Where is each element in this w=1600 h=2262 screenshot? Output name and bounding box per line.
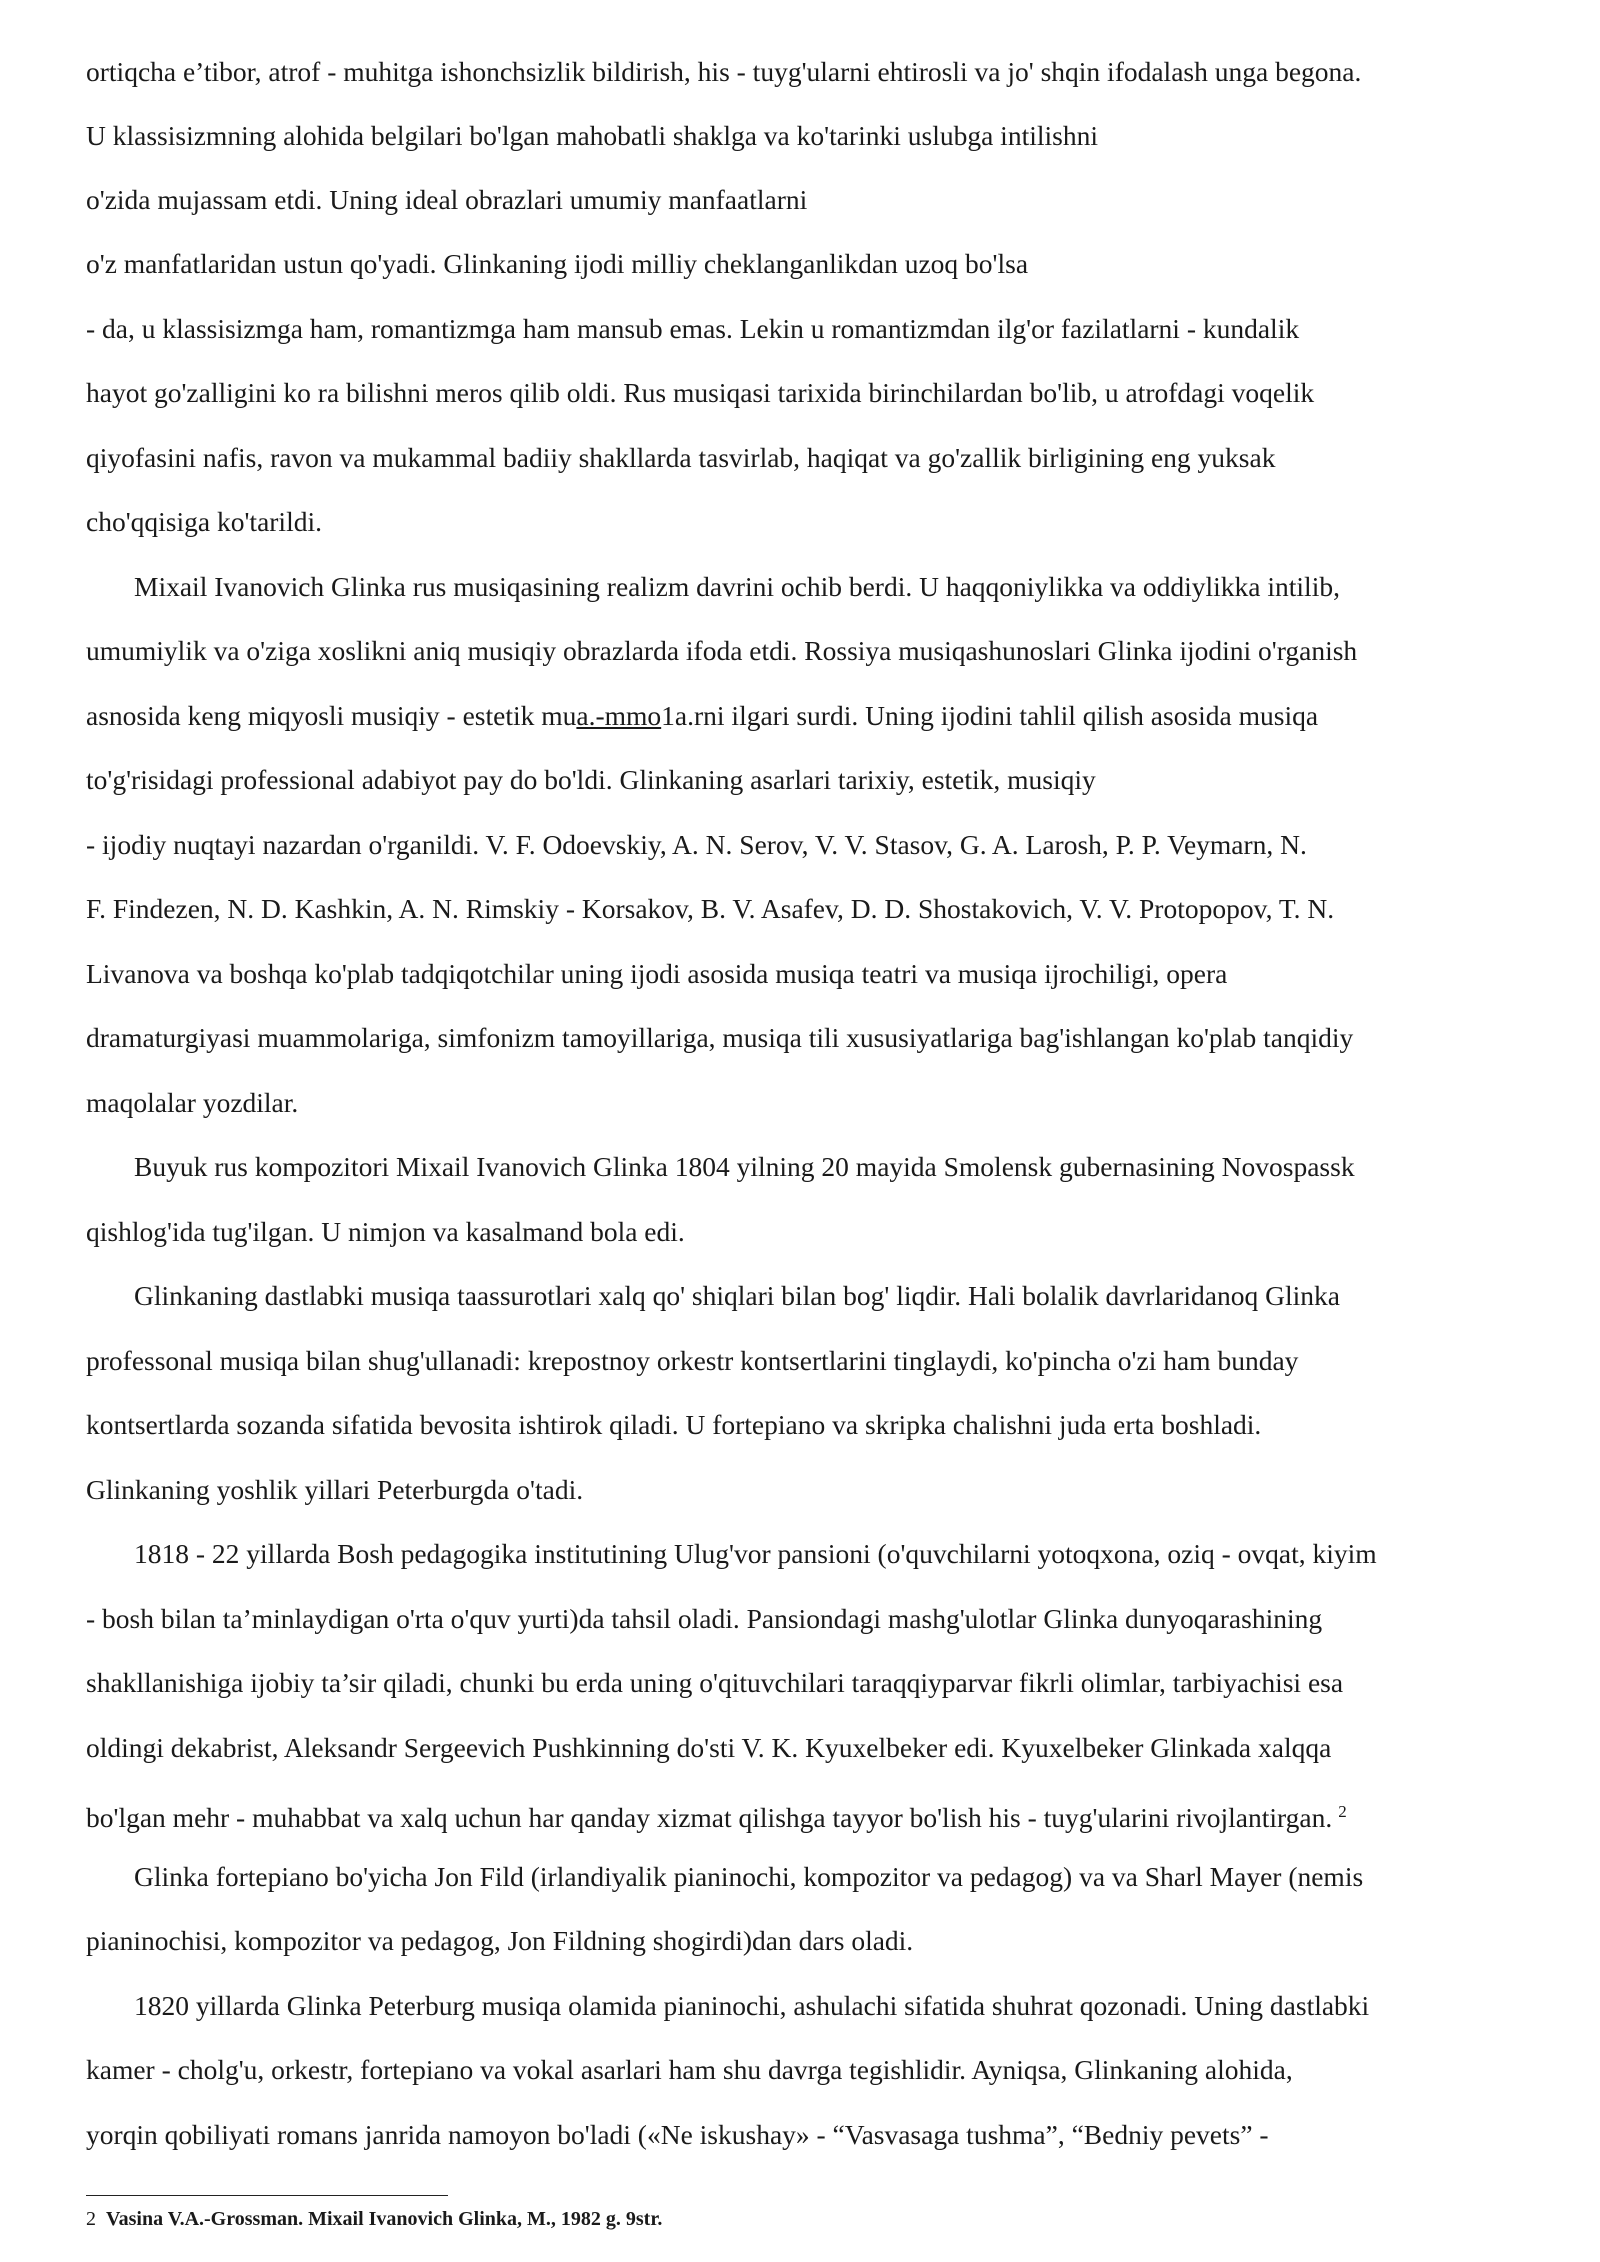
text-line: pianinochisi, kompozitor va pedagog, Jon Fildning shogirdi)dan dars oladi. xyxy=(86,1925,914,1956)
text-line: kontsertlarda sozanda sifatida bevosita ishtirok qiladi. U fortepiano va skripka chalishni juda erta boshladi. xyxy=(86,1409,1262,1440)
text-line: Glinkaning yoshlik yillari Peterburgda o'tadi. xyxy=(86,1474,584,1505)
text-line: ortiqcha e’tibor, atrof - muhitga ishonchsizlik bildirish, his - tuyg'ularni ehtirosli va jo' shqin ifodalash unga begona. xyxy=(86,56,1362,87)
paragraph-start: Buyuk rus kompozitori Mixail Ivanovich Glinka 1804 yilning 20 mayida Smolensk gubernasining Novospassk xyxy=(134,1151,1355,1182)
text-line: U klassisizmning alohida belgilari bo'lgan mahobatli shaklga va ko'tarinki uslubga intilishni xyxy=(86,120,1098,151)
text-line: F. Findezen, N. D. Kashkin, A. N. Rimskiy - Korsakov, B. V. Asafev, D. D. Shostakovich, V. V. Protopopov, T. N. xyxy=(86,893,1335,924)
text-line: professonal musiqa bilan shug'ullanadi: krepostnoy orkestr kontsertlarini tinglaydi, ko'pincha o'zi ham bunday xyxy=(86,1345,1299,1376)
text-line: hayot go'zalligini ko ra bilishni meros qilib oldi. Rus musiqasi tarixida birinchilardan bo'lib, u atrofdagi voqelik xyxy=(86,377,1315,408)
text-line: yorqin qobiliyati romans janrida namoyon bo'ladi («Ne iskushay» - “Vasvasaga tushma”, “Bedniy pevets” - xyxy=(86,2119,1269,2150)
text-line: oldingi dekabrist, Aleksandr Sergeevich Pushkinning do'sti V. K. Kyuxelbeker edi. Kyuxelbeker Glinkada xalqqa xyxy=(86,1732,1332,1763)
text-line: qishlog'ida tug'ilgan. U nimjon va kasalmand bola edi. xyxy=(86,1216,685,1247)
text-line: - bosh bilan ta’minlaydigan o'rta o'quv yurti)da tahsil oladi. Pansiondagi mashg'ulotlar Glinka dunyoqarashining xyxy=(86,1603,1323,1634)
text-line: o'zida mujassam etdi. Uning ideal obrazlari umumiy manfaatlarni xyxy=(86,184,808,215)
paragraph-start: Mixail Ivanovich Glinka rus musiqasining realizm davrini ochib berdi. U haqqoniylikka va oddiylikka intilib, xyxy=(134,571,1340,602)
text-line: kamer - cholg'u, orkestr, fortepiano va vokal asarlari ham shu davrga tegishlidir. Ayniqsa, Glinkaning alohida, xyxy=(86,2054,1293,2085)
text-line: qiyofasini nafis, ravon va mukammal badiiy shakllarda tasvirlab, haqiqat va go'zallik birligining eng yuksak xyxy=(86,442,1276,473)
paragraph-start: 1818 - 22 yillarda Bosh pedagogika institutining Ulug'vor pansioni (o'quvchilarni yotoqxona, oziq - ovqat, kiyim xyxy=(134,1538,1377,1569)
text-segment: 1a.rni ilgari surdi. Uning ijodini tahlil qilish asosida musiqa xyxy=(661,700,1319,731)
paragraph-start: Glinka fortepiano bo'yicha Jon Fild (irlandiyalik pianinochi, kompozitor va pedagog) va va Sharl Mayer (nemis xyxy=(134,1861,1364,1892)
text-line: - ijodiy nuqtayi nazardan o'rganildi. V. F. Odoevskiy, A. N. Serov, V. V. Stasov, G. A. Larosh, P. P. Veymarn, N. xyxy=(86,829,1307,860)
footnote xyxy=(86,2208,662,2231)
text-segment: bo'lgan mehr - muhabbat va xalq uchun har qanday xizmat qilishga tayyor bo'lish his - tuyg'ularini rivojlantirgan. xyxy=(86,1802,1333,1833)
text-line xyxy=(86,696,1318,736)
text-line: Livanova va boshqa ko'plab tadqiqotchilar uning ijodi asosida musiqa teatri va musiqa ijrochiligi, opera xyxy=(86,958,1228,989)
text-line: dramaturgiyasi muammolariga, simfonizm tamoyillariga, musiqa tili xususiyatlariga bag'ishlangan ko'plab tanqidiy xyxy=(86,1022,1354,1053)
paragraph-start: Glinkaning dastlabki musiqa taassurotlari xalq qo' shiqlari bilan bog' liqdir. Hali bolalik davrlaridanoq Glinka xyxy=(134,1280,1340,1311)
underlined-text: a.-mmo xyxy=(576,700,662,731)
footnote-number: 2 xyxy=(86,2208,96,2230)
footnote-reference[interactable]: 2 xyxy=(1338,1802,1347,1821)
text-line: umumiylik va o'ziga xoslikni aniq musiqiy obrazlarda ifoda etdi. Rossiya musiqashunoslari Glinka ijodini o'rganish xyxy=(86,635,1358,666)
text-line: shakllanishiga ijobiy ta’sir qiladi, chunki bu erda uning o'qituvchilari taraqqiyparvar fikrli olimlar, tarbiyachisi esa xyxy=(86,1667,1344,1698)
paragraph-start: 1820 yillarda Glinka Peterburg musiqa olamida pianinochi, ashulachi sifatida shuhrat qozonadi. Uning dastlabki xyxy=(134,1990,1370,2021)
text-line xyxy=(86,1792,1347,1838)
footnote-text: Vasina V.A.-Grossman. Mixail Ivanovich Glinka, M., 1982 g. 9str. xyxy=(106,2208,663,2230)
text-line: maqolalar yozdilar. xyxy=(86,1087,299,1118)
text-line: - da, u klassisizmga ham, romantizmga ham mansub emas. Lekin u romantizmdan ilg'or fazilatlarni - kundalik xyxy=(86,313,1300,344)
text-line: to'g'risidagi professional adabiyot pay do bo'ldi. Glinkaning asarlari tarixiy, estetik, musiqiy xyxy=(86,764,1096,795)
text-line: cho'qqisiga ko'tarildi. xyxy=(86,506,322,537)
text-line: o'z manfatlaridan ustun qo'yadi. Glinkaning ijodi milliy cheklanganlikdan uzoq bo'lsa xyxy=(86,248,1029,279)
text-segment: asnosida keng miqyosli musiqiy - estetik mu xyxy=(86,700,577,731)
footnote-separator xyxy=(86,2195,448,2196)
